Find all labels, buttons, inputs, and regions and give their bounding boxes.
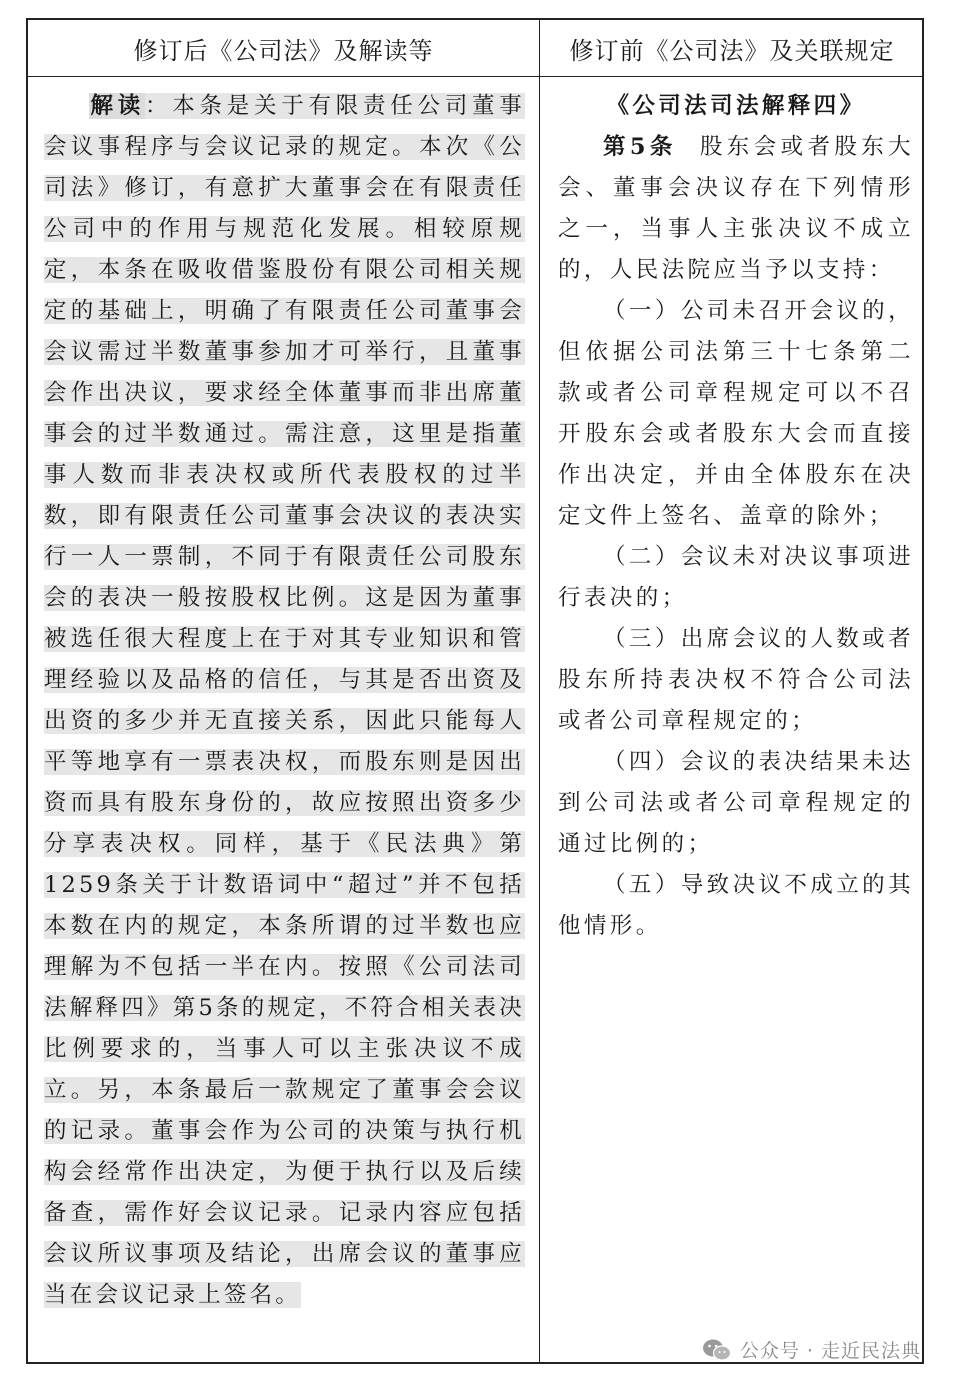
article-text: 股东会或者股东大会、董事会决议存在下列情形之一，当事人主张决议不成立的，人民法院应当予以支持： bbox=[558, 134, 915, 283]
provision-item-1: （一）公司未召开会议的，但依据公司法第三十七条第二款或者公司章程规定可以不召开股东会或者股东大会而直接作出决定，并由全体股东在决定文件上签名、盖章的除外； bbox=[558, 298, 914, 529]
watermark bbox=[702, 1336, 921, 1363]
column-divider bbox=[539, 20, 540, 1362]
interpretation-text bbox=[44, 86, 525, 1316]
watermark-text: 公众号 · 走近民法典 bbox=[739, 1340, 921, 1362]
header-right: 修订前《公司法》及关联规定 bbox=[569, 36, 895, 65]
article-number: 第5条 bbox=[603, 134, 677, 160]
provision-article bbox=[558, 127, 914, 291]
provision-item-5: （五）导致决议不成立的其他情形。 bbox=[558, 872, 914, 939]
wechat-icon bbox=[702, 1338, 732, 1362]
provision-item-3: （三）出席会议的人数或者股东所持表决权不符合公司法或者公司章程规定的； bbox=[558, 626, 914, 734]
interpretation-body: ：本条是关于有限责任公司董事会议事程序与会议记录的规定。本次《公司法》修订，有意扩大董事会在有限责任公司中的作用与规范化发展。相较原规定，本条在吸收借鉴股份有限公司相关规定的基础上，明确了有限责任公司董事会会议需过半数董事参加才可举行，且董事会作出决议，要求经全体董事而非出席董事会的过半数通过。需注意，这里是指董事人数而非表决权或所代表股权的过半数，即有限责任公司董事会决议的表决实行一人一票制，不同于有限责任公司股东会的表决一般按股权比例。这是因为董事被选任很大程度上在于对其专业知识和管理经验以及品格的信任，与其是否出资及出资的多少并无直接关系，因此只能每人平等地享有一票表决权，而股东则是因出资而具有股东身份的，故应按照出资多少分享表决权。同样，基于《民法典》第1259条关于计数语词中“超过”并不包括本数在内的规定，本条所谓的过半数也应理解为不包括一半在内。按照《公司法司法解释四》第5条的规定，不符合相关表决比例要求的，当事人可以主张决议不成立。另，本条最后一款规定了董事会会议的记录。董事会作为公司的决策与执行机构会经常作出决定，为便于执行以及后续备查，需作好会议记录。记录内容应包括会议所议事项及结论，出席会议的董事应当在会议记录上签名。 bbox=[44, 93, 525, 1308]
comparison-table bbox=[26, 18, 924, 1364]
header-divider bbox=[28, 76, 922, 77]
related-provision bbox=[558, 86, 914, 947]
header-left: 修订后《公司法》及解读等 bbox=[133, 36, 434, 65]
provision-item-4: （四）会议的表决结果未达到公司法或者公司章程规定的通过比例的； bbox=[558, 749, 914, 857]
provision-title: 《公司法司法解释四》 bbox=[606, 93, 866, 119]
provision-item-2: （二）会议未对决议事项进行表决的； bbox=[558, 544, 914, 611]
interpretation-tag: 解读 bbox=[89, 93, 146, 119]
